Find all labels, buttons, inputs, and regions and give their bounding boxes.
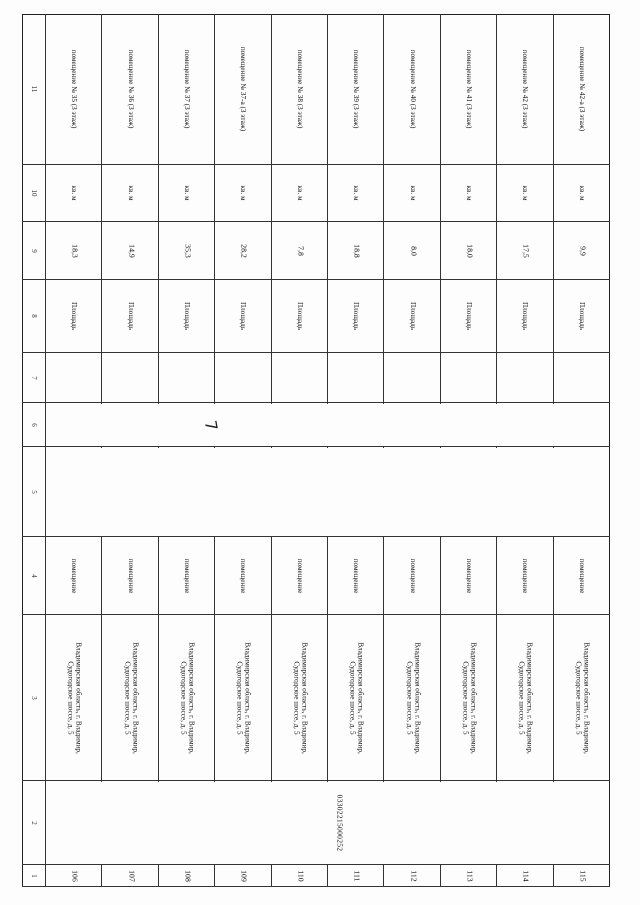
- cell-param: Площадь: [521, 301, 530, 331]
- cell-address: Владимирская область, г. Владимир, Судогодское шоссе, д. 5: [573, 641, 591, 754]
- column-header-cell: [22, 165, 46, 222]
- cell-address: Владимирская область, г. Владимир, Судогодское шоссе, д. 5: [404, 641, 421, 754]
- table-cell: [384, 615, 440, 781]
- cell-no: 115: [578, 869, 588, 882]
- merged-band: [47, 404, 609, 446]
- column-number: 7: [29, 375, 38, 380]
- table-cell: [272, 280, 328, 353]
- table-cell: [441, 353, 497, 403]
- table-cell: [159, 14, 215, 165]
- column-number: 11: [29, 85, 38, 93]
- cell-type: помещение: [70, 558, 79, 593]
- column-header-cell: [22, 403, 46, 447]
- cell-value: 14,9: [127, 243, 137, 258]
- table-cell: [441, 14, 497, 165]
- table-cell: [497, 537, 553, 615]
- table-cell: [497, 615, 553, 781]
- cell-unit: кв. м: [239, 185, 248, 201]
- cell-param: Площадь: [295, 301, 304, 331]
- table-cell: [441, 537, 497, 615]
- table-cell: [554, 222, 610, 280]
- column-header-cell: [22, 615, 46, 781]
- group-code-cell: [322, 781, 356, 865]
- column-header-cell: [22, 14, 46, 165]
- table-cell: [328, 615, 384, 781]
- table-cell: [554, 615, 610, 781]
- cell-type: помещение: [126, 558, 135, 593]
- table-cell: [328, 353, 384, 403]
- cell-param: Площадь: [577, 301, 586, 331]
- cell-type: помещение: [352, 558, 361, 593]
- table-cell: [46, 537, 102, 615]
- table-cell: [497, 353, 553, 403]
- cell-address: Владимирская область, г. Владимир, Судогодское шоссе, д. 5: [66, 641, 83, 754]
- table-cell: [46, 222, 102, 280]
- cell-value: 7,8: [296, 245, 306, 256]
- column-number: 4: [29, 573, 38, 578]
- table-cell: [497, 865, 553, 887]
- column-number: 1: [29, 873, 38, 878]
- table-cell: [441, 165, 497, 222]
- table-cell: [159, 280, 215, 353]
- table-cell: [215, 615, 271, 781]
- table-cell: [46, 280, 102, 353]
- cell-no: 106: [70, 869, 80, 882]
- cell-param: Площадь: [70, 301, 79, 331]
- table-cell: [554, 865, 610, 887]
- table-cell: [102, 280, 158, 353]
- table-cell: [102, 353, 158, 403]
- column-number: 3: [29, 695, 38, 700]
- table-cell: [215, 14, 271, 165]
- column-number: 5: [29, 489, 38, 494]
- cell-unit: кв. м: [408, 185, 417, 201]
- table-cell: [159, 222, 215, 280]
- cell-unit: кв. м: [70, 185, 79, 201]
- group-code: 03302215000252: [335, 794, 345, 852]
- table-cell: [159, 537, 215, 615]
- cell-unit: кв. м: [577, 185, 586, 201]
- table-cell: [272, 537, 328, 615]
- table-cell: [215, 222, 271, 280]
- table-cell: [159, 165, 215, 222]
- table-cell: [441, 222, 497, 280]
- cell-description: помещение № 42-а (3 этаж): [577, 46, 586, 132]
- table-cell: [159, 865, 215, 887]
- cell-no: 110: [296, 869, 306, 882]
- table-cell: [328, 865, 384, 887]
- column-header-cell: [22, 537, 46, 615]
- cell-description: помещение № 42 (3 этаж): [521, 49, 530, 129]
- column-header-cell: [22, 353, 46, 403]
- cell-value: 18,8: [352, 243, 362, 258]
- table-cell: [328, 280, 384, 353]
- cell-unit: кв. м: [465, 185, 474, 201]
- cell-type: помещение: [465, 558, 474, 593]
- cell-description: помещение № 41 (3 этаж): [465, 49, 474, 129]
- table-cell: [272, 353, 328, 403]
- table-cell: [215, 353, 271, 403]
- column-number: 2: [29, 820, 38, 825]
- table-cell: [46, 865, 102, 887]
- cell-type: помещение: [295, 558, 304, 593]
- column-number: 10: [29, 189, 38, 197]
- cell-value: 35,3: [183, 243, 193, 258]
- cell-no: 113: [465, 869, 475, 882]
- column-header-cell: [22, 447, 46, 537]
- table-cell: [554, 14, 610, 165]
- cell-type: помещение: [408, 558, 417, 593]
- table-cell: [497, 222, 553, 280]
- table-cell: [384, 280, 440, 353]
- table-cell: [497, 280, 553, 353]
- cell-address: Владимирская область, г. Владимир, Судогодское шоссе, д. 5: [122, 641, 139, 754]
- cell-no: 107: [127, 869, 137, 882]
- table-cell: [272, 165, 328, 222]
- table-cell: [102, 165, 158, 222]
- cell-param: Площадь: [352, 301, 361, 331]
- cell-type: помещение: [577, 558, 586, 593]
- cell-description: помещение № 35 (3 этаж): [70, 49, 79, 129]
- column-number: 9: [29, 248, 38, 253]
- cell-no: 108: [183, 869, 193, 882]
- column-header-cell: [22, 865, 46, 887]
- table-cell: [384, 222, 440, 280]
- cell-description: помещение № 37-а (3 этаж): [239, 46, 248, 132]
- table-cell: [554, 537, 610, 615]
- table-cell: [497, 14, 553, 165]
- cell-address: Владимирская область, г. Владимир, Судогодское шоссе, д. 5: [291, 641, 309, 754]
- cell-type: помещение: [521, 558, 530, 593]
- table-cell: [554, 165, 610, 222]
- table-cell: [272, 222, 328, 280]
- merged-band: [47, 448, 609, 536]
- table-cell: [272, 615, 328, 781]
- table-cell: [328, 537, 384, 615]
- table-cell: [215, 537, 271, 615]
- table-cell: [384, 165, 440, 222]
- cell-description: помещение № 37 (3 этаж): [183, 49, 192, 129]
- table-cell: [46, 353, 102, 403]
- cell-no: 114: [521, 869, 531, 882]
- cell-no: 111: [352, 869, 362, 882]
- cell-unit: кв. м: [126, 185, 135, 201]
- cell-value: 28,2: [239, 243, 249, 258]
- cell-description: помещение № 38 (3 этаж): [295, 49, 304, 129]
- cell-no: 109: [239, 869, 249, 882]
- table-cell: [497, 165, 553, 222]
- cell-value: 18,3: [70, 243, 80, 258]
- margin-note: 7: [200, 418, 222, 433]
- cell-address: Владимирская область, г. Владимир, Судогодское шоссе, д. 5: [460, 641, 478, 754]
- column-number: 6: [29, 422, 38, 427]
- table-cell: [159, 615, 215, 781]
- table-cell: [328, 14, 384, 165]
- cell-no: 112: [409, 869, 419, 882]
- cell-value: 8,0: [409, 245, 419, 256]
- table-cell: [272, 14, 328, 165]
- cell-param: Площадь: [183, 301, 192, 331]
- cell-unit: кв. м: [183, 185, 192, 201]
- table-cell: [215, 865, 271, 887]
- table-cell: [441, 865, 497, 887]
- cell-value: 9,9: [578, 245, 588, 256]
- table-cell: [384, 353, 440, 403]
- table-cell: [384, 865, 440, 887]
- table-cell: [102, 615, 158, 781]
- table-cell: [46, 14, 102, 165]
- table-cell: [441, 280, 497, 353]
- cell-description: помещение № 39 (3 этаж): [352, 49, 361, 129]
- cell-description: помещение № 36 (3 этаж): [126, 49, 135, 129]
- table-cell: [328, 222, 384, 280]
- table-cell: [102, 537, 158, 615]
- table-cell: [554, 280, 610, 353]
- table-cell: [102, 222, 158, 280]
- cell-description: помещение № 40 (3 этаж): [408, 49, 417, 129]
- table-cell: [46, 615, 102, 781]
- table-cell: [215, 280, 271, 353]
- column-header-cell: [22, 222, 46, 280]
- cell-address: Владимирская область, г. Владимир, Судогодское шоссе, д. 5: [235, 641, 252, 754]
- table-cell: [102, 865, 158, 887]
- cell-unit: кв. м: [352, 185, 361, 201]
- cell-address: Владимирская область, г. Владимир, Судогодское шоссе, д. 5: [517, 641, 534, 754]
- table-cell: [46, 165, 102, 222]
- cell-param: Площадь: [465, 301, 474, 331]
- cell-value: 17,5: [521, 243, 531, 258]
- table-cell: [441, 615, 497, 781]
- table-cell: [328, 165, 384, 222]
- cell-address: Владимирская область, г. Владимир, Судогодское шоссе, д. 5: [178, 641, 196, 754]
- table-cell: [384, 14, 440, 165]
- cell-unit: кв. м: [521, 185, 530, 201]
- column-header-cell: [22, 280, 46, 353]
- cell-type: помещение: [239, 558, 248, 593]
- table-cell: [272, 865, 328, 887]
- cell-param: Площадь: [239, 301, 248, 331]
- table-cell: [215, 165, 271, 222]
- cell-type: помещение: [183, 558, 192, 593]
- cell-unit: кв. м: [295, 185, 304, 201]
- cell-value: 18,0: [465, 243, 475, 258]
- table-cell: [554, 353, 610, 403]
- table-cell: [102, 14, 158, 165]
- registry-table: [22, 14, 610, 887]
- table-cell: [159, 353, 215, 403]
- table-cell: [384, 537, 440, 615]
- cell-param: Площадь: [126, 301, 135, 331]
- column-header-cell: [22, 781, 46, 865]
- column-number: 8: [29, 314, 38, 318]
- cell-address: Владимирская область, г. Владимир, Судогодское шоссе, д. 5: [348, 641, 365, 754]
- cell-param: Площадь: [408, 301, 417, 331]
